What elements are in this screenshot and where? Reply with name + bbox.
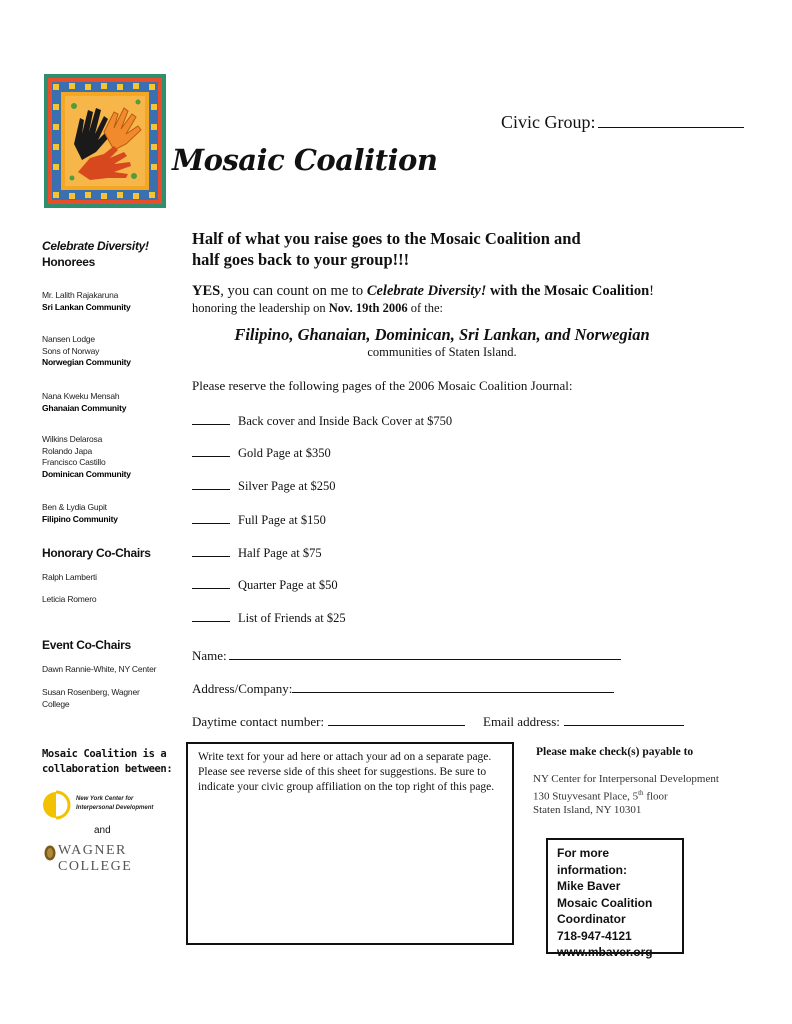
option-label: Gold Page at $350 [238, 446, 331, 460]
nycid-line: New York Center for [76, 796, 134, 802]
honoring-end: of the: [407, 301, 444, 315]
option-blank[interactable] [192, 579, 230, 589]
event-name: Dawn Rannie-White, NY Center [42, 664, 157, 674]
event-entry [42, 687, 172, 710]
civic-group-field[interactable] [501, 112, 744, 133]
name-blank[interactable] [229, 649, 621, 660]
celebrate-title: Celebrate Diversity! [42, 239, 149, 253]
sidebar [42, 238, 172, 709]
option-row[interactable] [192, 546, 322, 561]
name-label: Name: [192, 648, 227, 663]
honorary-name: Leticia Romero [42, 594, 97, 604]
honoree-community: Norwegian Community [42, 357, 131, 367]
yes-statement [192, 283, 654, 300]
communities-sub: communities of Staten Island. [367, 345, 517, 359]
honorary-entry [42, 572, 172, 584]
communities-list: Filipino, Ghanaian, Dominican, Sri Lankan, and Norwegian [234, 325, 650, 344]
email-blank[interactable] [564, 715, 684, 726]
payee-street: 130 Stuyvesant Place, 5 [533, 790, 639, 803]
event-name: Susan Rosenberg, Wagner [42, 687, 140, 697]
option-row[interactable] [192, 578, 338, 593]
event-title: Event Co-Chairs [42, 638, 131, 652]
honoree-entry [42, 391, 172, 414]
ad-box-instructions: Write text for your ad here or attach your ad on a separate page. Please see reverse side of this sheet for suggestions. Be sure to indicate your civic group affiliation on the top right of this page. [198, 751, 495, 793]
option-row[interactable] [192, 513, 326, 528]
honoree-name: Wilkins Delarosa [42, 434, 103, 444]
email-label: Email address: [483, 714, 560, 729]
email-field[interactable] [483, 714, 684, 730]
honoree-name: Francisco Castillo [42, 457, 106, 467]
yes-text: , you can count on me to [220, 283, 367, 299]
option-row[interactable] [192, 446, 331, 461]
wagner-seal-icon [44, 845, 56, 861]
option-label: Back cover and Inside Back Cover at $750 [238, 414, 453, 428]
option-label: Quarter Page at $50 [238, 578, 338, 592]
honorary-entry [42, 594, 172, 606]
daytime-label: Daytime contact number: [192, 714, 325, 729]
event-name: College [42, 698, 70, 709]
yes-end: with the Mosaic Coalition [486, 283, 650, 299]
headline-line: half goes back to your group!!! [192, 250, 410, 269]
payee-line [533, 787, 719, 804]
headline [192, 228, 662, 270]
honorary-name: Ralph Lamberti [42, 572, 97, 582]
option-row[interactable] [192, 479, 336, 494]
honoree-name: Ben & Lydia Gupit [42, 502, 107, 512]
honoree-community: Filipino Community [42, 513, 118, 524]
mosaic-hands-logo [44, 74, 166, 208]
payable-title: Please make check(s) payable to [536, 746, 694, 758]
civic-group-blank[interactable] [598, 114, 744, 128]
collaboration-note [42, 747, 172, 777]
payee-address [533, 773, 719, 817]
info-website[interactable]: www.mbaver.org [557, 945, 653, 959]
info-line: Mosaic Coalition [557, 895, 653, 910]
honoring-text: honoring the leadership on [192, 301, 329, 315]
info-box [546, 838, 684, 959]
honoree-entry [42, 434, 172, 480]
option-blank[interactable] [192, 415, 230, 425]
nycid-line: Interpersonal Development [76, 805, 154, 811]
option-blank[interactable] [192, 480, 230, 490]
honoree-community: Ghanaian Community [42, 402, 127, 413]
info-line: Mike Baver [557, 879, 621, 893]
reserve-instruction: Please reserve the following pages of the 2006 Mosaic Coalition Journal: [192, 378, 573, 393]
collab-line: collaboration between: [42, 763, 173, 775]
honoree-name: Sons of Norway [42, 345, 100, 356]
payee-ordinal: th [638, 788, 644, 797]
nycid-sun-icon [42, 789, 74, 821]
option-row[interactable] [192, 414, 452, 429]
honoree-community: Sri Lankan Community [42, 301, 131, 312]
option-blank[interactable] [192, 547, 230, 557]
address-blank[interactable] [292, 682, 614, 693]
brand-title: Mosaic Coalition [172, 143, 438, 177]
ad-text-box[interactable] [186, 742, 514, 945]
civic-group-label: Civic Group: [501, 112, 596, 132]
option-label: List of Friends at $25 [238, 611, 346, 625]
honoree-entry [42, 334, 172, 369]
and-text: and [94, 825, 111, 836]
option-label: Full Page at $150 [238, 513, 326, 527]
collab-line: Mosaic Coalition is a [42, 748, 167, 760]
payee-line: NY Center for Interpersonal Development [533, 773, 719, 785]
yes-italic: Celebrate Diversity! [366, 283, 487, 299]
honoring-line [192, 301, 443, 316]
honoree-name: Rolando Japa [42, 445, 93, 456]
address-label: Address/Company: [192, 681, 293, 696]
option-blank[interactable] [192, 612, 230, 622]
event-entry [42, 664, 172, 676]
daytime-blank[interactable] [328, 715, 465, 726]
option-label: Half Page at $75 [238, 546, 322, 560]
honorary-title: Honorary Co-Chairs [42, 546, 151, 560]
nycid-text [76, 795, 153, 813]
address-field[interactable] [192, 681, 614, 697]
honoree-community: Dominican Community [42, 468, 131, 479]
payee-floor: floor [643, 790, 668, 803]
honoree-name: Mr. Lalith Rajakaruna [42, 290, 119, 300]
option-blank[interactable] [192, 447, 230, 457]
yes-bold: YES [192, 283, 221, 299]
honoree-name: Nana Kweku Mensah [42, 391, 120, 401]
honoree-name: Nansen Lodge [42, 334, 95, 344]
honorees-title: Honorees [42, 255, 95, 269]
option-row[interactable] [192, 611, 346, 626]
wagner-text: WAGNER COLLEGE [58, 843, 133, 874]
info-line: Coordinator [557, 912, 626, 926]
name-field[interactable] [192, 648, 621, 664]
yes-bang: ! [649, 283, 654, 299]
option-label: Silver Page at $250 [238, 479, 336, 493]
headline-line: Half of what you raise goes to the Mosaic Coalition and [192, 229, 581, 248]
honoring-date: Nov. 19th 2006 [328, 301, 408, 315]
payee-line: Staten Island, NY 10301 [533, 803, 642, 816]
info-phone: 718-947-4121 [557, 928, 632, 943]
honoree-entry [42, 290, 172, 313]
info-line: For more information: [557, 846, 627, 877]
wagner-logo [42, 841, 168, 874]
honoree-entry [42, 502, 172, 525]
daytime-contact-field[interactable] [192, 714, 465, 730]
nycid-logo [42, 789, 168, 823]
option-blank[interactable] [192, 514, 230, 524]
